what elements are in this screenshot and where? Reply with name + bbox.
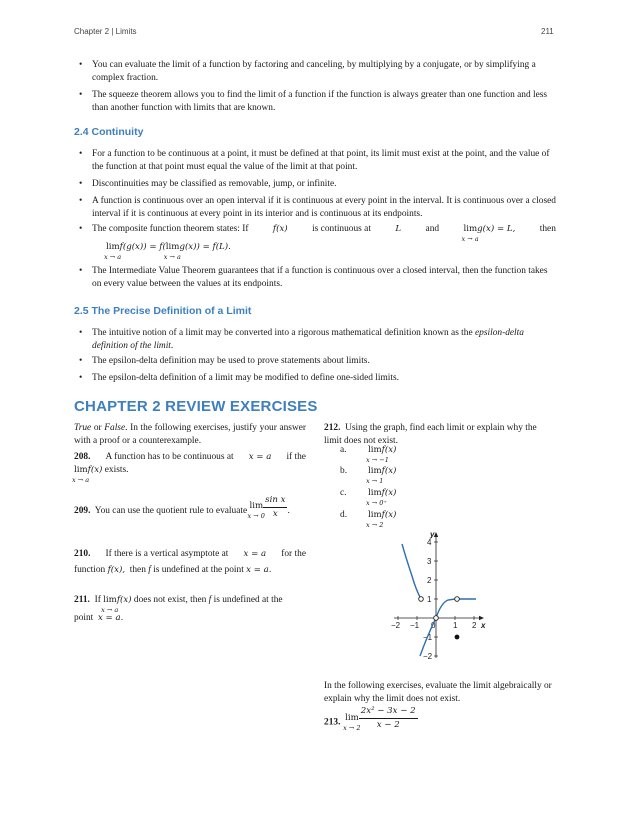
exercise-number: 212. — [324, 423, 341, 433]
x-tick-label: 2 — [472, 621, 477, 630]
exercise-212: 212. Using the graph, find each limit or explain why the limit does not exist. — [324, 423, 537, 447]
y-tick-label: 2 — [427, 576, 432, 585]
exercise-210: 210. If there is a vertical asymptote at x = a for the function f(x), then f is undefined at the point x = a. — [74, 549, 306, 576]
bullet-text: Discontinuities may be classified as removable, jump, or infinite. — [92, 179, 337, 189]
exercise-209: 209. You can use the quotient rule to evaluate lim x → 0 $\frac{\text{sin x}}{x}$ . — [74, 495, 290, 520]
chapter-review-title: CHAPTER 2 REVIEW EXERCISES — [74, 398, 318, 415]
composite-text: is continuous at — [312, 224, 371, 234]
bullet-item: • The Intermediate Value Theorem guarantees that if a function is continuous over a closed interval, then the function takes on every value between the values at its endpoints. — [79, 266, 548, 290]
limit-operator: lim x → 2 — [343, 713, 361, 732]
limit-operator: lim x → a — [101, 595, 119, 614]
open-point — [434, 616, 439, 621]
composite-equation: lim x → a f(g(x)) = f(lim x → a g(x)) = f(L). — [104, 242, 231, 261]
exercise-212-part: c. lim x → 0⁺ f(x) — [340, 488, 397, 507]
y-tick-label: 1 — [427, 595, 432, 604]
exercise-208: 208. A function has to be continuous at x = a if the lim x → a f(x) exists. — [72, 452, 306, 485]
exercise-intro: True or False. In the following exercises, justify your answer with a proof or a counterexample. — [74, 423, 306, 447]
bullet-item: • The epsilon-delta definition of a limit may be modified to define one-sided limits. — [79, 373, 399, 383]
limit-operator: lim x → a — [72, 465, 90, 485]
closed-point — [455, 635, 460, 640]
exercise-followup-text: In the following exercises, evaluate the limit algebraically or explain why the limit does not exist. — [324, 681, 552, 705]
bullet-item: • The squeeze theorem allows you to find the limit of a function if the function is always greater than one function and less than another function with limits that are known. — [79, 90, 548, 114]
exercise-number: 209. — [74, 505, 91, 516]
x-tick-label: −1 — [410, 621, 420, 630]
y-tick-label: −1 — [423, 633, 433, 642]
page-number: 211 — [541, 27, 554, 36]
fraction: $\frac{\text{sin x}}{x}$ — [265, 495, 286, 520]
exercise-212-part: a. lim x → −1 f(x) — [340, 445, 397, 464]
x-tick-label: −2 — [391, 621, 401, 630]
bullet-item: • Discontinuities may be classified as removable, jump, or infinite. — [79, 179, 337, 189]
x-tick-label: 1 — [453, 621, 458, 630]
limit-operator: lim x → a — [104, 242, 122, 261]
math-L: L — [395, 224, 402, 234]
bullet-text: The intuitive notion of a limit may be converted into a rigorous mathematical definition known as the — [92, 328, 475, 338]
bullet-text: For a function to be continuous at a point, it must be defined at that point, its limit must exist at the point, and the value of the function at that point must equal the value of the limit at that point. — [92, 149, 550, 173]
running-header-chapter: Chapter 2 | Limits — [74, 27, 137, 36]
composite-text: then — [539, 224, 556, 234]
bullet-text: The Intermediate Value Theorem guarantees that if a function is continuous over a closed interval, then the function takes on every value between the values at its endpoints. — [92, 266, 548, 290]
x-axis-label: x — [481, 621, 486, 630]
exercise-number: 211. — [74, 595, 90, 605]
bullet-item: • You can evaluate the limit of a function by factoring and canceling, by multiplying by a conjugate, or by simplifying a complex fraction. — [79, 60, 536, 84]
open-point — [419, 597, 424, 602]
y-tick-label: 4 — [427, 538, 432, 547]
exercise-number: 208. — [74, 452, 91, 462]
bullet-item-composite-theorem: • The composite function theorem states: If f(x) is continuous at L and lim x → a g(x) = L, then lim x → a f(g(x)) = f(lim x → a g(x)) = f(L). — [79, 224, 556, 261]
math-g: g(x) = L, — [477, 224, 516, 234]
bullet-text: You can evaluate the limit of a function by factoring and canceling, by multiplying by a conjugate, or by simplifying a complex fraction. — [92, 60, 536, 84]
composite-text: and — [425, 224, 440, 234]
bullet-item: • The epsilon-delta definition may be used to prove statements about limits. — [79, 356, 370, 366]
math-fx: f(x) — [272, 224, 288, 234]
curve-rising-segment — [436, 599, 455, 618]
curve-left-branch — [402, 544, 421, 599]
x-axis-arrow — [479, 616, 484, 620]
y-tick-label: −2 — [423, 652, 433, 661]
exercise-212-part: b. lim x → 1 f(x) — [340, 466, 397, 485]
emphasis-term: epsilon-delta definition of the limit — [92, 328, 524, 352]
y-axis-arrow — [434, 532, 438, 537]
composite-text: The composite function theorem states: If — [92, 224, 249, 234]
section-heading-continuity: 2.4 Continuity — [74, 126, 144, 138]
function-graph — [388, 528, 492, 664]
limit-operator: lim x → a — [461, 224, 479, 243]
exercise-211: 211. If lim x → a f(x) does not exist, then f is undefined at the point x = a. — [74, 595, 283, 623]
open-point — [455, 597, 460, 602]
y-tick-label: 3 — [427, 557, 432, 566]
y-axis-label: y — [430, 530, 435, 539]
bullet-text: A function is continuous over an open interval if it is continuous at every point in the interval. It is continuous over a closed interval if it is continuous at every point in its interior and is continuous at its endpoints. — [92, 196, 556, 220]
bullet-text: The epsilon-delta definition may be used to prove statements about limits. — [92, 356, 370, 366]
exercise-number: 210. — [74, 549, 91, 559]
section-heading-precise-definition: 2.5 The Precise Definition of a Limit — [74, 305, 252, 317]
fraction: $\frac{\text{2x² − 3x − 2}}{x - 2}$ — [360, 706, 416, 731]
limit-operator: lim x → 0 — [247, 501, 265, 520]
exercise-number: 213. — [324, 717, 341, 728]
x-tick-label: 0 — [431, 621, 436, 630]
bullet-item: • A function is continuous over an open interval if it is continuous at every point in the interval. It is continuous over a closed interval if it is continuous at every point in its interior and is continuous at its endpoints. — [79, 196, 556, 220]
bullet-item: • For a function to be continuous at a point, it must be defined at that point, its limit must exist at the point, and the value of the function at that point must equal the value of the limit at that point. — [79, 149, 550, 173]
bullet-text: The epsilon-delta definition of a limit may be modified to define one-sided limits. — [92, 373, 399, 383]
exercise-213 — [324, 706, 556, 732]
bullet-item: • The intuitive notion of a limit may be converted into a rigorous mathematical definition known as the epsilon-delta definition of the limit. — [79, 328, 524, 352]
exercise-212-part: d. lim x → 2 f(x) — [340, 510, 397, 529]
limit-operator: lim x → a — [163, 242, 181, 261]
bullet-text: The squeeze theorem allows you to find the limit of a function if the function is always greater than one function and less than another function with limits that are known. — [92, 90, 548, 114]
